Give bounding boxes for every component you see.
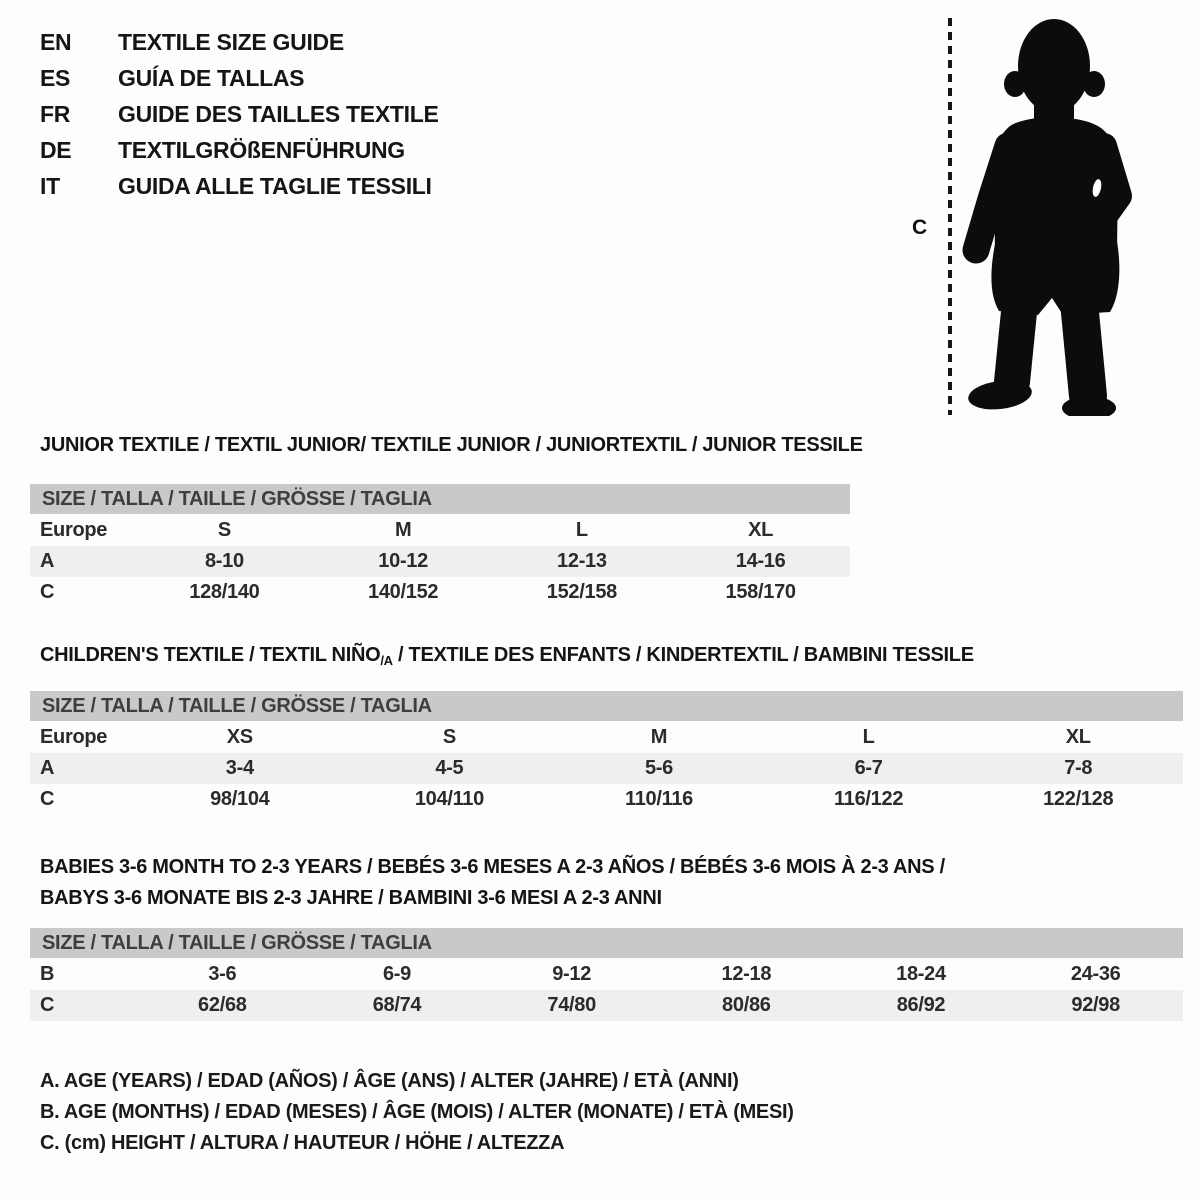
size-cell: L	[862, 726, 875, 748]
row-label: C	[40, 788, 55, 810]
value-cell: 62/68	[198, 994, 247, 1016]
value-cell: 74/80	[547, 994, 596, 1016]
row-label: C	[40, 581, 55, 603]
language-row-fr	[40, 96, 439, 132]
size-cell: XL	[748, 519, 774, 541]
size-cell: S	[442, 726, 456, 748]
children-title-main: CHILDREN'S TEXTILE / TEXTIL NIÑO	[40, 644, 381, 666]
size-cell: L	[575, 519, 588, 541]
height-dashed-line	[948, 18, 952, 415]
value-cell: 12-13	[557, 550, 607, 572]
children-table-header-row	[30, 722, 1183, 753]
children-title-rest: / TEXTILE DES ENFANTS / KINDERTEXTIL / BAMBINI TESSILE	[392, 644, 974, 666]
junior-size-header-band: SIZE / TALLA / TAILLE / GRÖSSE / TAGLIA	[30, 484, 850, 514]
value-cell: 7-8	[1064, 757, 1093, 779]
children-size-header-band: SIZE / TALLA / TAILLE / GRÖSSE / TAGLIA	[30, 691, 1183, 721]
value-cell: 110/116	[624, 788, 693, 810]
babies-title-line1: BABIES 3-6 MONTH TO 2-3 YEARS / BEBÉS 3-6 MESES A 2-3 AÑOS / BÉBÉS 3-6 MOIS À 2-3 ANS /	[40, 856, 945, 878]
children-table-row-a	[30, 753, 1183, 784]
children-title-subscript: /A	[380, 653, 393, 668]
value-cell: 152/158	[546, 581, 617, 603]
language-code: FR	[40, 100, 71, 127]
value-cell: 6-9	[382, 963, 411, 985]
language-title: GUÍA DE TALLAS	[118, 64, 305, 91]
size-cell: XS	[226, 726, 253, 748]
language-row-es	[40, 60, 439, 96]
footnote-c: C. (cm) HEIGHT / ALTURA / HAUTEUR / HÖHE / ALTEZZA	[40, 1132, 565, 1154]
value-cell: 10-12	[378, 550, 428, 572]
baby-silhouette	[958, 14, 1138, 416]
value-cell: 116/122	[834, 788, 904, 810]
language-code: IT	[40, 172, 60, 199]
value-cell: 122/128	[1043, 788, 1114, 810]
junior-table-row-c	[30, 577, 850, 608]
value-cell: 86/92	[896, 994, 946, 1016]
value-cell: 140/152	[368, 581, 439, 603]
junior-section-title: JUNIOR TEXTILE / TEXTIL JUNIOR/ TEXTILE JUNIOR / JUNIORTEXTIL / JUNIOR TESSILE	[40, 434, 863, 456]
value-cell: 5-6	[644, 757, 673, 779]
row-label: C	[40, 994, 55, 1016]
value-cell: 80/86	[722, 994, 771, 1016]
babies-table-row-b	[30, 959, 1183, 990]
children-section-title	[40, 643, 974, 669]
language-title: GUIDA ALLE TAGLIE TESSILI	[118, 172, 432, 199]
value-cell: 14-16	[735, 550, 786, 572]
value-cell: 68/74	[372, 994, 422, 1016]
language-list	[40, 24, 439, 204]
value-cell: 98/104	[210, 788, 270, 810]
height-measure-label: C	[912, 216, 927, 239]
language-code: ES	[40, 64, 71, 91]
language-row-en	[40, 24, 439, 60]
value-cell: 3-6	[208, 963, 237, 985]
europe-label: Europe	[40, 726, 108, 748]
footnotes	[40, 1066, 794, 1159]
size-cell: M	[650, 726, 668, 748]
value-cell: 104/110	[414, 788, 484, 810]
row-label: B	[40, 963, 55, 985]
value-cell: 6-7	[854, 757, 883, 779]
babies-title-line2: BABYS 3-6 MONATE BIS 2-3 JAHRE / BAMBINI 3-6 MESI A 2-3 ANNI	[40, 887, 662, 909]
value-cell: 128/140	[189, 581, 260, 603]
value-cell: 92/98	[1071, 994, 1120, 1016]
value-cell: 18-24	[896, 963, 946, 985]
junior-table-row-a	[30, 546, 850, 577]
row-label: A	[40, 757, 55, 779]
language-row-it	[40, 168, 439, 204]
europe-label: Europe	[40, 519, 108, 541]
babies-table-row-c	[30, 990, 1183, 1021]
value-cell: 158/170	[725, 581, 796, 603]
value-cell: 3-4	[225, 757, 254, 779]
language-title: TEXTILGRÖßENFÜHRUNG	[118, 136, 405, 163]
children-table-row-c	[30, 784, 1183, 815]
language-row-de	[40, 132, 439, 168]
junior-table-header-row	[30, 515, 850, 546]
language-code: EN	[40, 28, 72, 55]
size-cell: S	[217, 519, 231, 541]
value-cell: 4-5	[435, 757, 464, 779]
language-title: TEXTILE SIZE GUIDE	[118, 28, 344, 55]
babies-size-header-band: SIZE / TALLA / TAILLE / GRÖSSE / TAGLIA	[30, 928, 1183, 958]
language-title: GUIDE DES TAILLES TEXTILE	[118, 100, 439, 127]
footnote-b: B. AGE (MONTHS) / EDAD (MESES) / ÂGE (MOIS) / ALTER (MONATE) / ETÀ (MESI)	[40, 1101, 794, 1123]
size-cell: M	[394, 519, 412, 541]
babies-section-title	[40, 852, 945, 914]
value-cell: 24-36	[1070, 963, 1121, 985]
size-cell: XL	[1065, 726, 1091, 748]
value-cell: 12-18	[721, 963, 772, 985]
value-cell: 9-12	[552, 963, 592, 985]
language-code: DE	[40, 136, 72, 163]
row-label: A	[40, 550, 55, 572]
value-cell: 8-10	[204, 550, 244, 572]
footnote-a: A. AGE (YEARS) / EDAD (AÑOS) / ÂGE (ANS) / ALTER (JAHRE) / ETÀ (ANNI)	[40, 1070, 739, 1092]
